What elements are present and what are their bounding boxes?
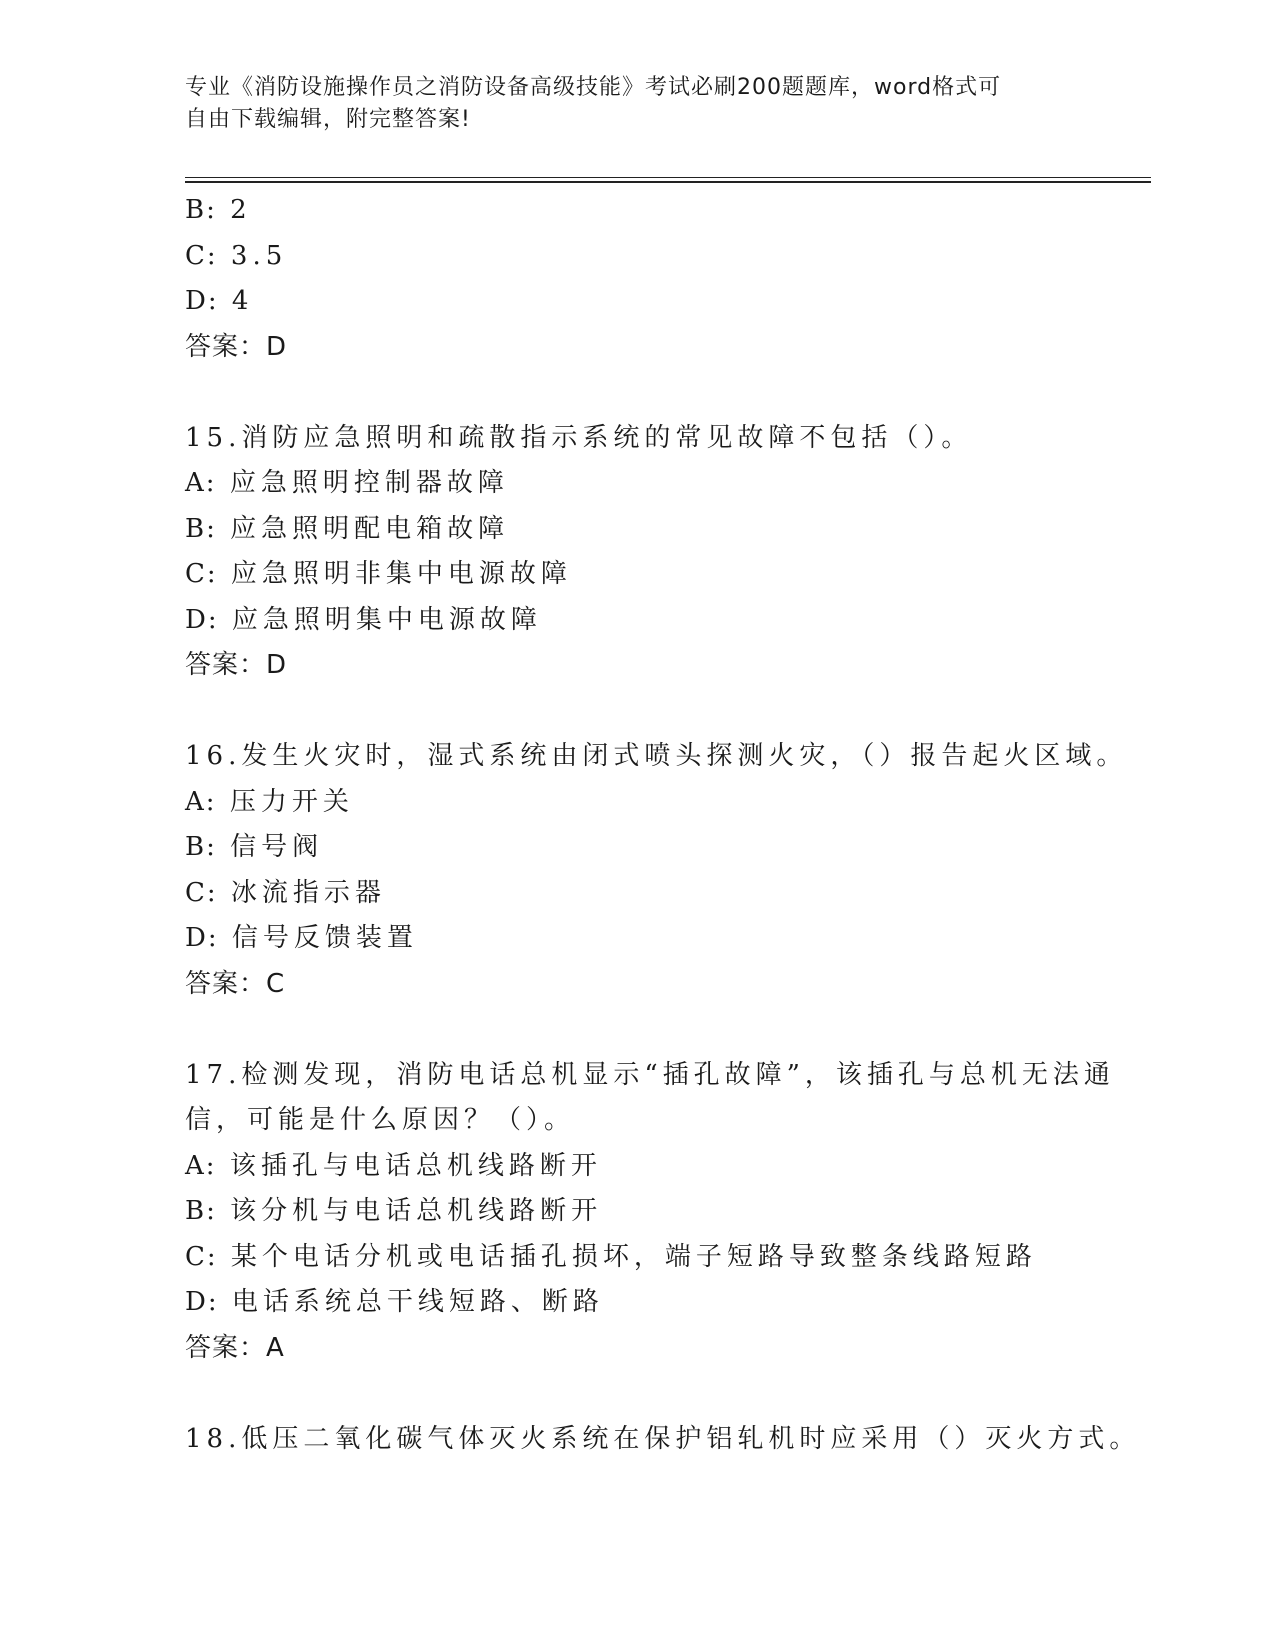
- option-text: 3.5: [230, 240, 288, 271]
- option-text: 冰流指示器: [230, 877, 386, 908]
- option-text: 该插孔与电话总机线路断开: [229, 1150, 602, 1181]
- option-row: [185, 188, 1145, 234]
- option-text: 应急照明集中电源故障: [231, 604, 542, 635]
- spacer: [185, 1007, 1145, 1053]
- option-row: [185, 825, 1145, 871]
- document-header: [185, 72, 1065, 136]
- option-text: 应急照明非集中电源故障: [230, 559, 572, 589]
- option-label: C:: [185, 240, 218, 271]
- option-text: 信号反馈装置: [231, 923, 418, 953]
- question-17: [185, 1053, 1145, 1372]
- option-text: 应急照明控制器故障: [229, 468, 509, 498]
- header-rule-thin: [185, 177, 1151, 178]
- option-label: B:: [185, 513, 217, 544]
- spacer: [185, 1371, 1145, 1417]
- option-label: A:: [185, 1150, 217, 1181]
- option-label: C:: [185, 1241, 218, 1272]
- question-15: [185, 416, 1145, 689]
- header-rule-thick: [185, 181, 1151, 183]
- option-row: [185, 1144, 1145, 1190]
- option-row: [185, 279, 1145, 325]
- spacer: [185, 689, 1145, 735]
- option-row: [185, 780, 1145, 826]
- option-row: [185, 1189, 1145, 1235]
- option-label: B:: [185, 832, 217, 862]
- option-row: [185, 461, 1145, 507]
- header-line-2: 自由下载编辑，附完整答案!: [185, 107, 471, 132]
- option-label: D:: [185, 923, 219, 953]
- option-label: A:: [185, 786, 217, 817]
- option-label: A:: [185, 468, 217, 498]
- option-label: D:: [185, 1287, 219, 1317]
- answer-line: 答案：C: [185, 968, 286, 999]
- option-label: D:: [185, 604, 219, 635]
- option-label: C:: [185, 559, 218, 589]
- option-row: [185, 598, 1145, 644]
- option-text: 该分机与电话总机线路断开: [230, 1196, 603, 1226]
- question-stem: 16.发生火灾时，湿式系统由闭式喷头探测火灾，（）报告起火区域。: [185, 741, 1128, 771]
- answer-line: 答案：A: [185, 1332, 285, 1363]
- question-stem: 17.检测发现，消防电话总机显示“插孔故障”，该插孔与总机无法通: [185, 1059, 1115, 1090]
- option-row: [185, 916, 1145, 962]
- option-row: [185, 234, 1145, 280]
- option-row: [185, 1280, 1145, 1326]
- answer-line: 答案：D: [185, 331, 288, 362]
- option-text: 压力开关: [229, 786, 354, 817]
- option-label: D:: [185, 286, 219, 316]
- question-stem: 15.消防应急照明和疏散指示系统的常见故障不包括（）。: [185, 422, 973, 453]
- option-label: B:: [185, 195, 217, 225]
- option-label: B:: [185, 1196, 217, 1226]
- option-text: 2: [230, 195, 252, 225]
- question-16: [185, 734, 1145, 1007]
- option-row: [185, 507, 1145, 553]
- option-text: 某个电话分机或电话插孔损坏，端子短路导致整条线路短路: [230, 1241, 1037, 1272]
- option-text: 4: [231, 286, 254, 316]
- header-line-1: 专业《消防设施操作员之消防设备高级技能》考试必刷200题题库，word格式可: [185, 75, 1002, 100]
- option-text: 电话系统总干线短路、断路: [231, 1287, 604, 1317]
- option-row: [185, 1235, 1145, 1281]
- answer-line: 答案：D: [185, 650, 288, 680]
- option-label: C:: [185, 877, 218, 908]
- question-18: [185, 1417, 1145, 1463]
- option-row: [185, 871, 1145, 917]
- question-stem-continued: 信，可能是什么原因？（）。: [185, 1105, 576, 1135]
- question-list: [185, 188, 1145, 1462]
- option-row: [185, 552, 1145, 598]
- question-stem: 18.低压二氧化碳气体灭火系统在保护铝轧机时应采用（）灭火方式。: [185, 1423, 1141, 1454]
- option-text: 应急照明配电箱故障: [230, 513, 510, 544]
- spacer: [185, 370, 1145, 416]
- question-14-tail: [185, 188, 1145, 370]
- option-text: 信号阀: [230, 832, 324, 862]
